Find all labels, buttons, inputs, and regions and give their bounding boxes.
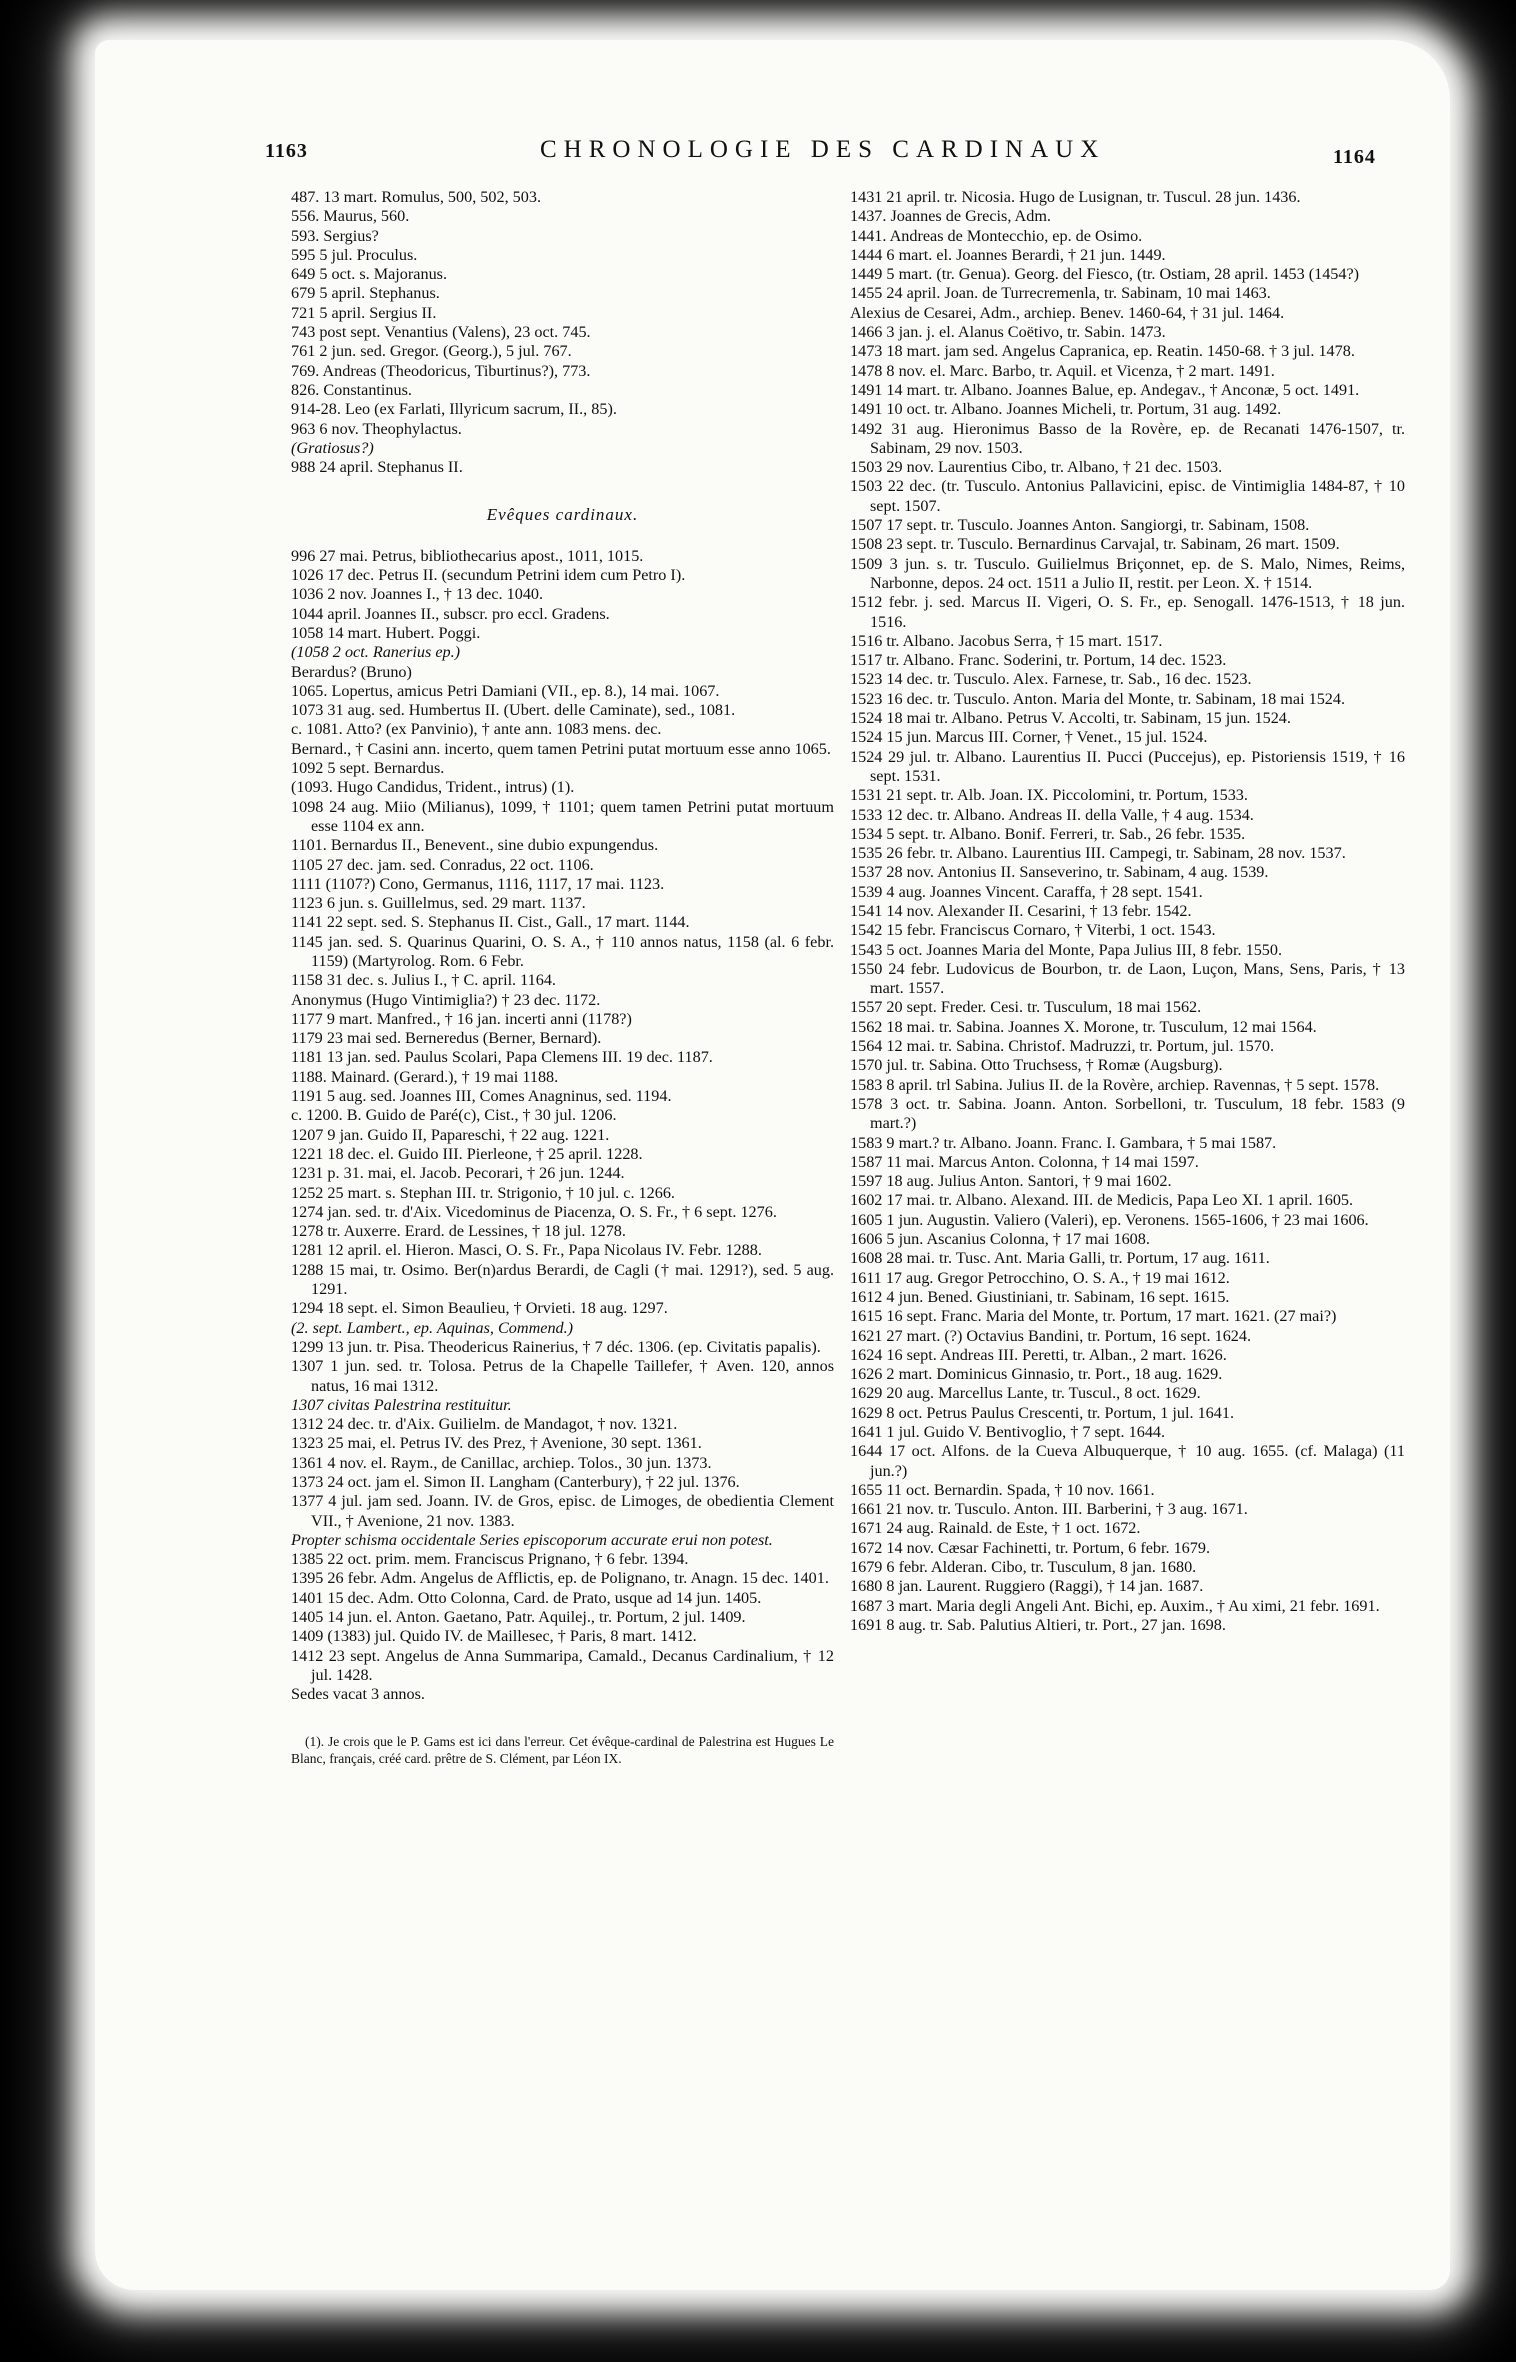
list-item: 1373 24 oct. jam el. Simon II. Langham (Canterbury), † 22 jul. 1376. (291, 1473, 740, 1491)
list-item: 1512 febr. j. sed. Marcus II. Vigeri, O. S. Fr., ep. Senogall. 1476-1513, † 18 jun. 1516. (850, 593, 1405, 631)
page-number-right: 1164 (1333, 146, 1376, 168)
list-item: 1231 p. 31. mai, el. Jacob. Pecorari, † 26 jun. 1244. (291, 1164, 625, 1183)
right-entries-list (850, 188, 1405, 1635)
left-entries-list-b (291, 547, 834, 1705)
list-item: 1523 16 dec. tr. Tusculo. Anton. Maria del Monte, tr. Sabinam, 18 mai 1524. (850, 689, 1346, 708)
list-item: 1177 9 mart. Manfred., † 16 jan. incerti anni (1178?) (291, 1009, 632, 1028)
list-item: 1441. Andreas de Montecchio, ep. de Osimo. (850, 226, 1143, 245)
list-item: 1431 21 april. tr. Nicosia. Hugo de Lusignan, tr. Tuscul. 28 jun. 1436. (850, 188, 1301, 206)
list-item: 1044 april. Joannes II., subscr. pro eccl. Gradens. (291, 604, 610, 623)
list-item: 1516 tr. Albano. Jacobus Serra, † 15 mart. 1517. (850, 631, 1163, 650)
list-item: 1026 17 dec. Petrus II. (secundum Petrini idem cum Petro I). (291, 566, 686, 585)
list-item: 1191 5 aug. sed. Joannes III, Comes Anagninus, sed. 1194. (291, 1087, 672, 1106)
list-item: 1524 29 jul. tr. Albano. Laurentius II. Pucci (Puccejus), ep. Pistoriensis 1519, † 16 sept. 1531. (850, 747, 1405, 785)
list-item: 1437. Joannes de Grecis, Adm. (850, 207, 1051, 226)
list-item: 963 6 nov. Theophylactus. (291, 419, 462, 438)
list-item: 1537 28 nov. Antonius II. Sanseverino, tr. Sabinam, 4 aug. 1539. (850, 863, 1269, 882)
list-item: 1473 18 mart. jam sed. Angelus Capranica, ep. Reatin. 1450-68. † 3 jul. 1478. (850, 342, 1355, 361)
list-item: 1605 1 jun. Augustin. Valiero (Valeri), ep. Veronens. 1565-1606, † 23 mai 1606. (850, 1210, 1369, 1229)
list-item: 1641 1 jul. Guido V. Bentivoglio, † 7 sept. 1644. (850, 1423, 1166, 1441)
list-item: 1036 2 nov. Joannes I., † 13 dec. 1040. (291, 585, 544, 604)
list-item: 1385 22 oct. prim. mem. Franciscus Prignano, † 6 febr. 1394. (291, 1550, 689, 1569)
list-item: 1405 14 jun. el. Anton. Gaetano, Patr. Aquilej., tr. Portum, 2 jul. 1409. (291, 1608, 746, 1627)
list-item: 1111 (1107?) Cono, Germanus, 1116, 1117, 17 mai. 1123. (291, 874, 665, 893)
list-item: 649 5 oct. s. Majoranus. (291, 265, 448, 284)
list-item: Anonymus (Hugo Vintimiglia?) † 23 dec. 1172. (291, 990, 601, 1009)
list-item: 769. Andreas (Theodoricus, Tiburtinus?), 773. (291, 361, 591, 380)
list-item: 1141 22 sept. sed. S. Stephanus II. Cist., Gall., 17 mart. 1144. (291, 913, 690, 932)
list-item: 1449 5 mart. (tr. Genua). Georg. del Fiesco, (tr. Ostiam, 28 april. 1453 (1454?) (850, 265, 1360, 284)
list-item: 679 5 april. Stephanus. (291, 284, 440, 303)
list-item: 1564 12 mai. tr. Sabina. Christof. Madruzzi, tr. Portum, jul. 1570. (850, 1037, 1274, 1056)
list-item: 988 24 april. Stephanus II. (291, 458, 463, 477)
list-item: c. 1081. Atto? (ex Panvinio), † ante ann. 1083 mens. dec. (291, 720, 662, 739)
list-item: 1221 18 dec. el. Guido III. Pierleone, † 25 april. 1228. (291, 1144, 643, 1163)
list-item: 1531 21 sept. tr. Alb. Joan. IX. Piccolomini, tr. Portum, 1533. (850, 786, 1248, 805)
list-item: 1535 26 febr. tr. Albano. Laurentius III. Campegi, tr. Sabinam, 28 nov. 1537. (850, 844, 1346, 863)
list-item: 1644 17 oct. Alfons. de la Cueva Albuquerque, † 10 aug. 1655. (cf. Malaga) (11 jun.?) (850, 1442, 1405, 1480)
list-item: 1098 24 aug. Miio (Milianus), 1099, † 1101; quem tamen Petrini putat mortuum esse 1104 ex ann. (291, 797, 834, 835)
list-item: 1395 26 febr. Adm. Angelus de Afflictis, ep. de Polignano, tr. Anagn. 15 dec. 1401. (291, 1569, 829, 1588)
list-item: 1478 8 nov. el. Marc. Barbo, tr. Aquil. et Vicenza, † 2 mart. 1491. (850, 361, 1275, 380)
list-item: 1602 17 mai. tr. Albano. Alexand. III. de Medicis, Papa Leo XI. 1 april. 1605. (850, 1191, 1354, 1210)
list-item: 1491 10 oct. tr. Albano. Joannes Micheli, tr. Portum, 31 aug. 1492. (850, 400, 1282, 419)
list-item: 1509 3 jun. s. tr. Tusculo. Guilielmus Briçonnet, ep. de S. Malo, Nimes, Reims, Narbonne, depos. 24 oct. 1511 a Julio II, restit. per Leon. X. † 1514. (850, 554, 1405, 592)
list-item: 1612 4 jun. Bened. Giustiniani, tr. Sabinam, 16 sept. 1615. (850, 1287, 1230, 1306)
list-item: 1539 4 aug. Joannes Vincent. Caraffa, † 28 sept. 1541. (850, 882, 1203, 901)
list-item: 761 2 jun. sed. Gregor. (Georg.), 5 jul. 767. (291, 342, 572, 361)
list-item: 1145 jan. sed. S. Quarinus Quarini, O. S. A., † 110 annos natus, 1158 (al. 6 febr. 1159) (Martyrolog. Rom. 6 Febr. (291, 932, 834, 970)
list-item: 1179 23 mai sed. Berneredus (Berner, Bernard). (291, 1029, 602, 1048)
list-item: 1629 8 oct. Petrus Paulus Crescenti, tr. Portum, 1 jul. 1641. (850, 1403, 1234, 1422)
list-item: (Gratiosus?) (291, 438, 374, 457)
list-item: 1608 28 mai. tr. Tusc. Ant. Maria Galli, tr. Portum, 17 aug. 1611. (850, 1249, 1270, 1268)
list-item: 1524 18 mai tr. Albano. Petrus V. Accolti, tr. Sabinam, 15 jun. 1524. (850, 709, 1291, 728)
list-item: 1401 15 dec. Adm. Otto Colonna, Card. de Prato, usque ad 14 jun. 1405. (291, 1588, 762, 1607)
footnote: (1). Je crois que le P. Gams est ici dans l'erreur. Cet évêque-cardinal de Palestrina est Hugues Le Blanc, français, créé card. prêtre de S. Clément, par Léon IX. (291, 1733, 834, 1766)
list-item: 721 5 april. Sergius II. (291, 303, 437, 322)
list-item: 556. Maurus, 560. (291, 207, 410, 226)
list-item: 1570 jul. tr. Sabina. Otto Truchsess, † Romæ (Augsburg). (850, 1056, 1223, 1075)
list-item: 1158 31 dec. s. Julius I., † C. april. 1164. (291, 971, 556, 990)
list-item: 487. 13 mart. Romulus, 500, 502, 503. (291, 188, 542, 206)
list-item: 1615 16 sept. Franc. Maria del Monte, tr. Portum, 17 mart. 1621. (27 mai?) (850, 1307, 1337, 1326)
list-item: 826. Constantinus. (291, 380, 412, 399)
list-item: 1621 27 mart. (?) Octavius Bandini, tr. Portum, 16 sept. 1624. (850, 1326, 1252, 1345)
list-item: 1517 tr. Albano. Franc. Soderini, tr. Portum, 14 dec. 1523. (850, 651, 1227, 670)
list-item: 1583 8 april. trl Sabina. Julius II. de la Rovère, archiep. Ravennas, † 5 sept. 1578. (850, 1075, 1380, 1094)
list-item: 1624 16 sept. Andreas III. Peretti, tr. Alban., 2 mart. 1626. (850, 1345, 1227, 1364)
list-item: 1455 24 april. Joan. de Turrecremenla, tr. Sabinam, 10 mai 1463. (850, 284, 1271, 303)
list-item: 1508 23 sept. tr. Tusculo. Bernardinus Carvajal, tr. Sabinam, 26 mart. 1509. (850, 535, 1340, 554)
list-item: 1626 2 mart. Dominicus Ginnasio, tr. Port., 18 aug. 1629. (850, 1365, 1223, 1384)
list-item: 1503 22 dec. (tr. Tusculo. Antonius Pallavicini, episc. de Vintimiglia 1484-87, † 10 sept. 1507. (850, 477, 1405, 515)
list-item: 1541 14 nov. Alexander II. Cesarini, † 13 febr. 1542. (850, 901, 1192, 920)
list-item: 1101. Bernardus II., Benevent., sine dubio expungendus. (291, 836, 659, 855)
list-item: 1105 27 dec. jam. sed. Conradus, 22 oct. 1106. (291, 855, 594, 874)
list-item: 1252 25 mart. s. Stephan III. tr. Strigonio, † 10 jul. c. 1266. (291, 1183, 675, 1202)
list-item: Bernard., † Casini ann. incerto, quem tamen Petrini putat mortuum esse anno 1065. (291, 739, 831, 758)
list-item: 1466 3 jan. j. el. Alanus Coëtivo, tr. Sabin. 1473. (850, 323, 1166, 342)
list-item: 1606 5 jun. Ascanius Colonna, † 17 mai 1608. (850, 1230, 1150, 1249)
list-item: 1680 8 jan. Laurent. Ruggiero (Raggi), † 14 jan. 1687. (850, 1577, 1204, 1596)
list-item: 1679 6 febr. Alderan. Cibo, tr. Tusculum, 8 jan. 1680. (850, 1558, 1197, 1577)
list-item: 1412 23 sept. Angelus de Anna Summaripa, Camald., Decanus Cardinalium, † 12 jul. 1428. (291, 1646, 834, 1684)
list-item: Berardus? (Bruno) (291, 662, 412, 681)
list-item: 1444 6 mart. el. Joannes Berardi, † 21 jun. 1449. (850, 245, 1166, 264)
left-column (291, 188, 834, 1780)
right-column (850, 188, 1405, 1635)
list-item: 914-28. Leo (ex Farlati, Illyricum sacrum, II., 85). (291, 400, 617, 419)
list-item: 1281 12 april. el. Hieron. Masci, O. S. Fr., Papa Nicolaus IV. Febr. 1288. (291, 1241, 762, 1260)
list-item: 1671 24 aug. Rainald. de Este, † 1 oct. 1672. (850, 1519, 1141, 1538)
list-item: 1181 13 jan. sed. Paulus Scolari, Papa Clemens III. 19 dec. 1187. (291, 1048, 713, 1067)
list-item: 1507 17 sept. tr. Tusculo. Joannes Anton. Sangiorgi, tr. Sabinam, 1508. (850, 516, 1310, 535)
list-item: 1307 civitas Palestrina restituitur. (291, 1395, 512, 1414)
running-title: CHRONOLOGIE DES CARDINAUX (540, 136, 1106, 163)
list-item: 1123 6 jun. s. Guillelmus, sed. 29 mart. 1137. (291, 894, 586, 913)
list-item: 1655 11 oct. Bernardin. Spada, † 10 nov. 1661. (850, 1480, 1155, 1499)
list-item: 1312 24 dec. tr. d'Aix. Guilielm. de Mandagot, † nov. 1321. (291, 1415, 678, 1434)
list-item: 1274 jan. sed. tr. d'Aix. Vicedominus de Piacenza, O. S. Fr., † 6 sept. 1276. (291, 1202, 777, 1221)
list-item: 1492 31 aug. Hieronimus Basso de la Rovère, ep. de Recanati 1476-1507, tr. Sabinam, 29 nov. 1503. (850, 419, 1405, 457)
list-item: 1687 3 mart. Maria degli Angeli Ant. Bichi, ep. Auxim., † Au ximi, 21 febr. 1691. (850, 1596, 1380, 1615)
list-item: 1524 15 jun. Marcus III. Corner, † Venet., 15 jul. 1524. (850, 728, 1208, 747)
list-item: 1058 14 mart. Hubert. Poggi. (291, 623, 481, 642)
list-item: 1562 18 mai. tr. Sabina. Joannes X. Morone, tr. Tusculum, 12 mai 1564. (850, 1017, 1317, 1036)
list-item: 1188. Mainard. (Gerard.), † 19 mai 1188. (291, 1067, 559, 1086)
list-item: 1583 9 mart.? tr. Albano. Joann. Franc. I. Gambara, † 5 mai 1587. (850, 1133, 1277, 1152)
list-item: 1672 14 nov. Cæsar Fachinetti, tr. Portum, 6 febr. 1679. (850, 1538, 1210, 1557)
list-item: 1294 18 sept. el. Simon Beaulieu, † Orvieti. 18 aug. 1297. (291, 1299, 668, 1318)
list-item: 1361 4 nov. el. Raym., de Canillac, archiep. Tolos., 30 jun. 1373. (291, 1453, 712, 1472)
list-item: 1377 4 jul. jam sed. Joann. IV. de Gros, episc. de Limoges, de obedientia Clement VII., † Avenione, 21 nov. 1383. (291, 1492, 834, 1530)
list-item: 1299 13 jun. tr. Pisa. Theodericus Rainerius, † 7 déc. 1306. (ep. Civitatis papalis). (291, 1337, 821, 1356)
list-item: (1093. Hugo Candidus, Trident., intrus) (1). (291, 778, 575, 797)
list-item: 1534 5 sept. tr. Albano. Bonif. Ferreri, tr. Sab., 26 febr. 1535. (850, 824, 1246, 843)
list-item: 593. Sergius? (291, 226, 379, 245)
list-item: 1557 20 sept. Freder. Cesi. tr. Tusculum, 18 mai 1562. (850, 998, 1202, 1017)
list-item: 1073 31 aug. sed. Humbertus II. (Ubert. delle Caminate), sed., 1081. (291, 701, 736, 720)
list-item: 1278 tr. Auxerre. Erard. de Lessines, † 18 jul. 1278. (291, 1222, 626, 1241)
list-item: 1661 21 nov. tr. Tusculo. Anton. III. Barberini, † 3 aug. 1671. (850, 1500, 1248, 1519)
list-item: 1523 14 dec. tr. Tusculo. Alex. Farnese, tr. Sab., 16 dec. 1523. (850, 670, 1252, 689)
list-item: 1092 5 sept. Bernardus. (291, 759, 445, 778)
list-item: 1503 29 nov. Laurentius Cibo, tr. Albano, † 21 dec. 1503. (850, 458, 1223, 477)
section-heading: Evêques cardinaux. (486, 505, 639, 525)
list-item: 595 5 jul. Proculus. (291, 245, 418, 264)
list-item: 1543 5 oct. Joannes Maria del Monte, Papa Julius III, 8 febr. 1550. (850, 940, 1283, 959)
list-item: Propter schisma occidentale Series episcoporum accurate erui non potest. (291, 1530, 773, 1549)
list-item: 1207 9 jan. Guido II, Papareschi, † 22 aug. 1221. (291, 1125, 610, 1144)
list-item: Alexius de Cesarei, Adm., archiep. Benev. 1460-64, † 31 jul. 1464. (850, 303, 1285, 322)
list-item: Sedes vacat 3 annos. (291, 1685, 425, 1704)
list-item: 1533 12 dec. tr. Albano. Andreas II. della Valle, † 4 aug. 1534. (850, 805, 1254, 824)
list-item: 1409 (1383) jul. Quido IV. de Maillesec, † Paris, 8 mart. 1412. (291, 1627, 697, 1646)
list-item: 1288 15 mai, tr. Osimo. Ber(n)ardus Berardi, de Cagli († mai. 1291?), sed. 5 aug. 1291. (291, 1260, 834, 1299)
list-item: 1629 20 aug. Marcellus Lante, tr. Tuscul., 8 oct. 1629. (850, 1384, 1201, 1403)
list-item: 743 post sept. Venantius (Valens), 23 oct. 745. (291, 323, 591, 342)
list-item: (2. sept. Lambert., ep. Aquinas, Commend.) (291, 1318, 574, 1337)
page-number-left: 1163 (265, 140, 308, 162)
left-entries-list (291, 188, 834, 477)
list-item: 1597 18 aug. Julius Anton. Santori, † 9 mai 1602. (850, 1172, 1172, 1191)
list-item: 1691 8 aug. tr. Sab. Palutius Altieri, tr. Port., 27 jan. 1698. (850, 1615, 1226, 1634)
list-item: 1323 25 mai, el. Petrus IV. des Prez, † Avenione, 30 sept. 1361. (291, 1434, 702, 1453)
list-item: 1307 1 jun. sed. tr. Tolosa. Petrus de la Chapelle Taillefer, † Aven. 120, annos natus, 16 mai 1312. (291, 1357, 834, 1395)
list-item: (1058 2 oct. Ranerius ep.) (291, 643, 461, 662)
list-item: 1491 14 mart. tr. Albano. Joannes Balue, ep. Andegav., † Anconæ, 5 oct. 1491. (850, 380, 1360, 399)
list-item: 996 27 mai. Petrus, bibliothecarius apost., 1011, 1015. (291, 546, 644, 565)
list-item: 1065. Lopertus, amicus Petri Damiani (VII., ep. 8.), 14 mai. 1067. (291, 681, 720, 700)
list-item: 1550 24 febr. Ludovicus de Bourbon, tr. de Laon, Luçon, Mans, Sens, Paris, † 13 mart. 1557. (850, 959, 1405, 998)
list-item: 1542 15 febr. Franciscus Cornaro, † Viterbi, 1 oct. 1543. (850, 921, 1216, 940)
list-item: 1587 11 mai. Marcus Anton. Colonna, † 14 mai 1597. (850, 1152, 1199, 1171)
list-item: 1578 3 oct. tr. Sabina. Joann. Anton. Sorbelloni, tr. Tusculum, 18 febr. 1583 (9 mart.?) (850, 1094, 1405, 1133)
list-item: 1611 17 aug. Gregor Petrocchino, O. S. A., † 19 mai 1612. (850, 1268, 1230, 1287)
list-item: c. 1200. B. Guido de Paré(c), Cist., † 30 jul. 1206. (291, 1106, 617, 1125)
